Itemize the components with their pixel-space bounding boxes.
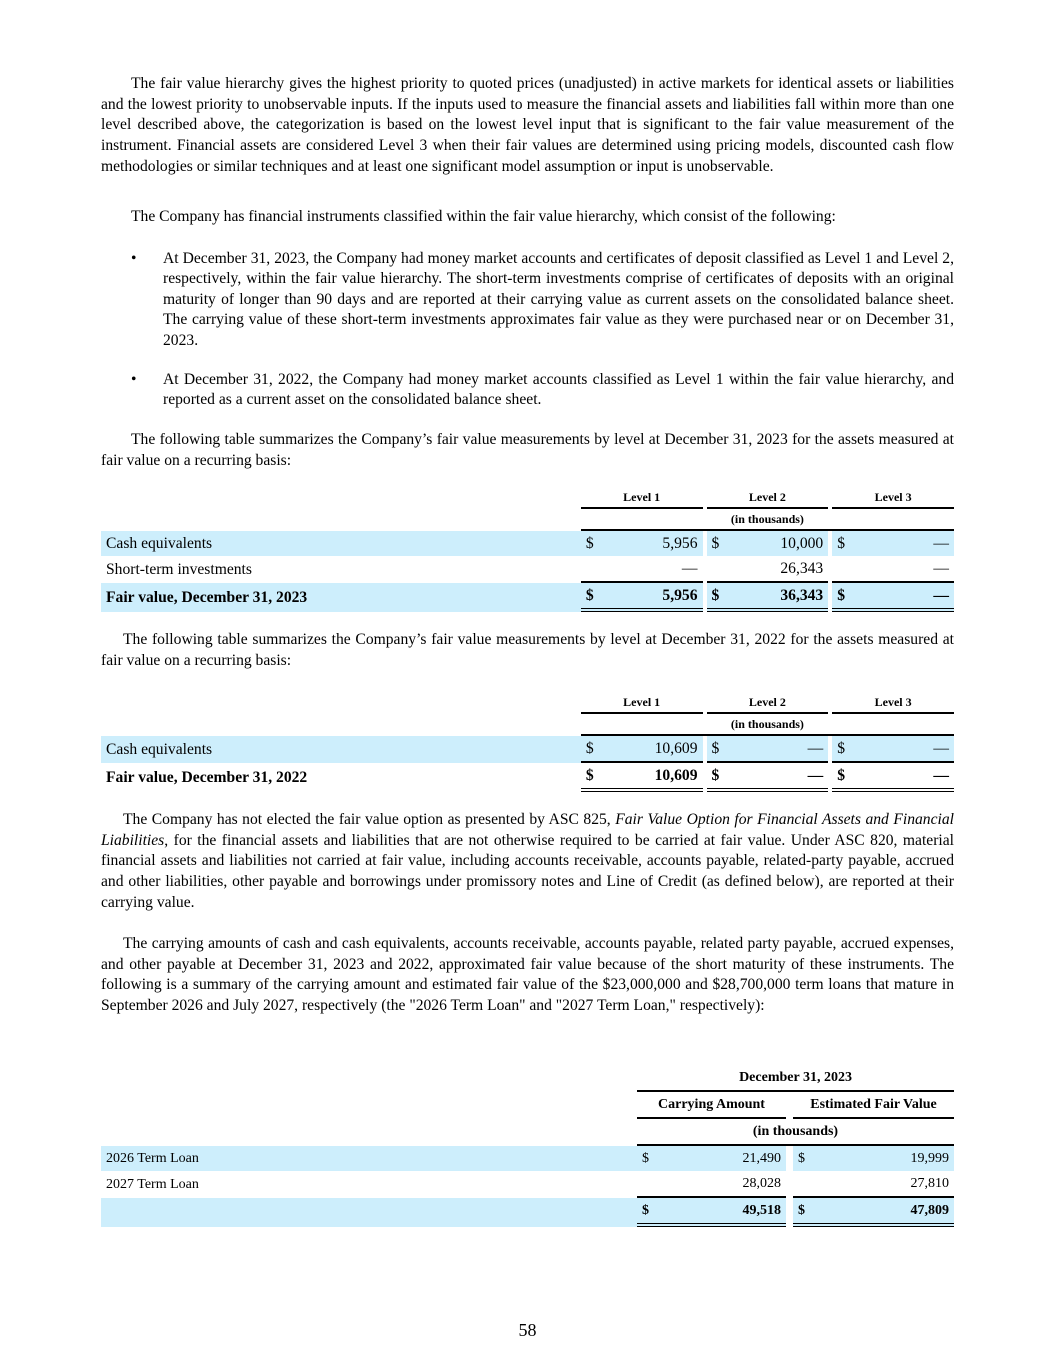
paragraph-table2-intro: The following table summarizes the Company’s fair value measurements by level at December 31, 2022 for the assets measured at fair value on a recurring basis: bbox=[101, 631, 954, 669]
cell-value: — bbox=[727, 763, 829, 792]
table-total-row bbox=[101, 763, 954, 792]
cell-value: 27,810 bbox=[813, 1171, 954, 1198]
bullet-item-2022 bbox=[131, 370, 954, 411]
cell-value: 5,956 bbox=[601, 531, 703, 556]
term-loan-table bbox=[101, 1065, 954, 1227]
bullet-text: At December 31, 2022, the Company had money market accounts classified as Level 1 within the fair value hierarchy, and reported as a current asset on the consolidated balance sheet. bbox=[163, 371, 954, 409]
unit-label: (in thousands) bbox=[581, 714, 954, 736]
cell-value: 36,343 bbox=[727, 583, 829, 612]
currency: $ bbox=[581, 583, 601, 612]
column-header: Level 2 bbox=[707, 487, 829, 509]
currency bbox=[581, 556, 601, 583]
table-total-row bbox=[101, 583, 954, 612]
currency: $ bbox=[832, 763, 852, 792]
currency bbox=[832, 556, 852, 583]
fair-value-table-2023 bbox=[101, 487, 954, 612]
paragraph-table1-intro: The following table summarizes the Company’s fair value measurements by level at December 31, 2023 for the assets measured at fair value on a recurring basis: bbox=[101, 431, 954, 469]
currency: $ bbox=[793, 1146, 813, 1171]
column-header: Level 1 bbox=[581, 487, 703, 509]
currency: $ bbox=[707, 763, 727, 792]
cell-value: 47,809 bbox=[813, 1198, 954, 1227]
cell-value: — bbox=[852, 531, 954, 556]
cell-value: 10,000 bbox=[727, 531, 829, 556]
currency: $ bbox=[637, 1146, 657, 1171]
cell-value: — bbox=[852, 556, 954, 583]
unit-label: (in thousands) bbox=[581, 509, 954, 531]
currency: $ bbox=[707, 531, 727, 556]
table-row bbox=[101, 531, 954, 556]
period-header: December 31, 2023 bbox=[637, 1065, 954, 1092]
fair-value-table-2022 bbox=[101, 692, 954, 792]
cell-value: 28,028 bbox=[657, 1171, 786, 1198]
paragraph-instruments-intro: The Company has financial instruments classified within the fair value hierarchy, which consist of the following: bbox=[131, 208, 836, 225]
cell-value: — bbox=[852, 583, 954, 612]
unit-label: (in thousands) bbox=[637, 1119, 954, 1146]
cell-value: — bbox=[852, 763, 954, 792]
currency bbox=[637, 1171, 657, 1198]
table-row bbox=[101, 556, 954, 583]
column-header: Level 2 bbox=[707, 692, 829, 714]
cell-value: 21,490 bbox=[657, 1146, 786, 1171]
table-total-row bbox=[101, 1198, 954, 1227]
currency: $ bbox=[581, 736, 601, 763]
text: The Company has not elected the fair value option as presented by ASC 825, bbox=[123, 811, 616, 828]
row-label: Fair value, December 31, 2023 bbox=[101, 583, 581, 612]
paragraph-fair-value-hierarchy: The fair value hierarchy gives the highest priority to quoted prices (unadjusted) in active markets for identical assets or liabilities and the lowest priority to unobservable inputs. If the inputs used to measure the financial assets and liabilities fall within more than one level described above, the categorization is based on the lowest level input that is significant to the fair value measurement of the instrument. Financial assets are considered Level 3 when their fair values are determined using pricing models, discounted cash flow methodologies or similar techniques and at least one significant model assumption or input is unobservable. bbox=[101, 75, 954, 175]
row-label bbox=[101, 1198, 637, 1227]
currency bbox=[793, 1171, 813, 1198]
italic-title: Fair Value Option for Financial Assets and Financial Liabilities bbox=[101, 811, 954, 849]
row-label: Fair value, December 31, 2022 bbox=[106, 768, 308, 786]
cell-value: 10,609 bbox=[601, 736, 703, 763]
cell-value: — bbox=[852, 736, 954, 763]
bullet-icon: • bbox=[131, 371, 137, 388]
row-label: Short-term investments bbox=[106, 560, 252, 578]
column-header: Level 3 bbox=[832, 692, 954, 714]
currency bbox=[707, 556, 727, 583]
currency: $ bbox=[707, 736, 727, 763]
cell-value: 49,518 bbox=[657, 1198, 786, 1227]
currency: $ bbox=[707, 583, 727, 612]
column-header: Carrying Amount bbox=[637, 1092, 786, 1119]
bullet-icon: • bbox=[131, 250, 137, 267]
text: , for the financial assets and liabilities that are not otherwise required to be carried at fair value. Under ASC 820, material financial assets and liabilities not carried at fair value, including accounts receivable, accounts payable, related-party payable, accrued and other liabilities, other payable and borrowings under promissory notes and Line of Credit (as defined below), are reported at their carrying value. bbox=[101, 831, 954, 911]
column-header: Level 3 bbox=[832, 487, 954, 509]
cell-value: — bbox=[601, 556, 703, 583]
cell-value: 5,956 bbox=[601, 583, 703, 612]
bullet-item-2023 bbox=[131, 249, 954, 351]
bullet-text: At December 31, 2023, the Company had money market accounts and certificates of deposit classified as Level 1 and Level 2, respectively, within the fair value hierarchy. The short-term investments comprise of certificates of deposits with an original maturity of longer than 90 days and are reported at their carrying value as current assets on the consolidated balance sheet. The carrying value of these short-term investments approximates fair value as they were purchased near or on December 31, 2023. bbox=[163, 250, 954, 349]
currency: $ bbox=[832, 736, 852, 763]
table-row bbox=[101, 1146, 954, 1171]
cell-value: 19,999 bbox=[813, 1146, 954, 1171]
currency: $ bbox=[637, 1198, 657, 1227]
column-header: Estimated Fair Value bbox=[793, 1092, 954, 1119]
column-header: Level 1 bbox=[581, 692, 703, 714]
cell-value: — bbox=[727, 736, 829, 763]
row-label: 2026 Term Loan bbox=[101, 1146, 637, 1171]
table-row bbox=[101, 736, 954, 763]
paragraph-fair-value-option bbox=[101, 810, 954, 914]
table-row bbox=[101, 1171, 954, 1198]
cell-value: 26,343 bbox=[727, 556, 829, 583]
currency: $ bbox=[581, 763, 601, 792]
row-label: 2027 Term Loan bbox=[106, 1176, 199, 1192]
row-label: Cash equivalents bbox=[101, 736, 581, 763]
paragraph-term-loans: The carrying amounts of cash and cash equivalents, accounts receivable, accounts payable, related party payable, accrued expenses, and other payable at December 31, 2023 and 2022, approximated fair value because of the short maturity of these instruments. The following is a summary of the carrying amount and estimated fair value of the $23,000,000 and $28,700,000 term loans that mature in September 2026 and July 2027, respectively (the "2026 Term Loan" and "2027 Term Loan," respectively): bbox=[101, 935, 954, 1015]
row-label: Cash equivalents bbox=[101, 531, 581, 556]
currency: $ bbox=[832, 583, 852, 612]
page-number: 58 bbox=[518, 1320, 537, 1340]
currency: $ bbox=[793, 1198, 813, 1227]
currency: $ bbox=[581, 531, 601, 556]
cell-value: 10,609 bbox=[601, 763, 703, 792]
currency: $ bbox=[832, 531, 852, 556]
